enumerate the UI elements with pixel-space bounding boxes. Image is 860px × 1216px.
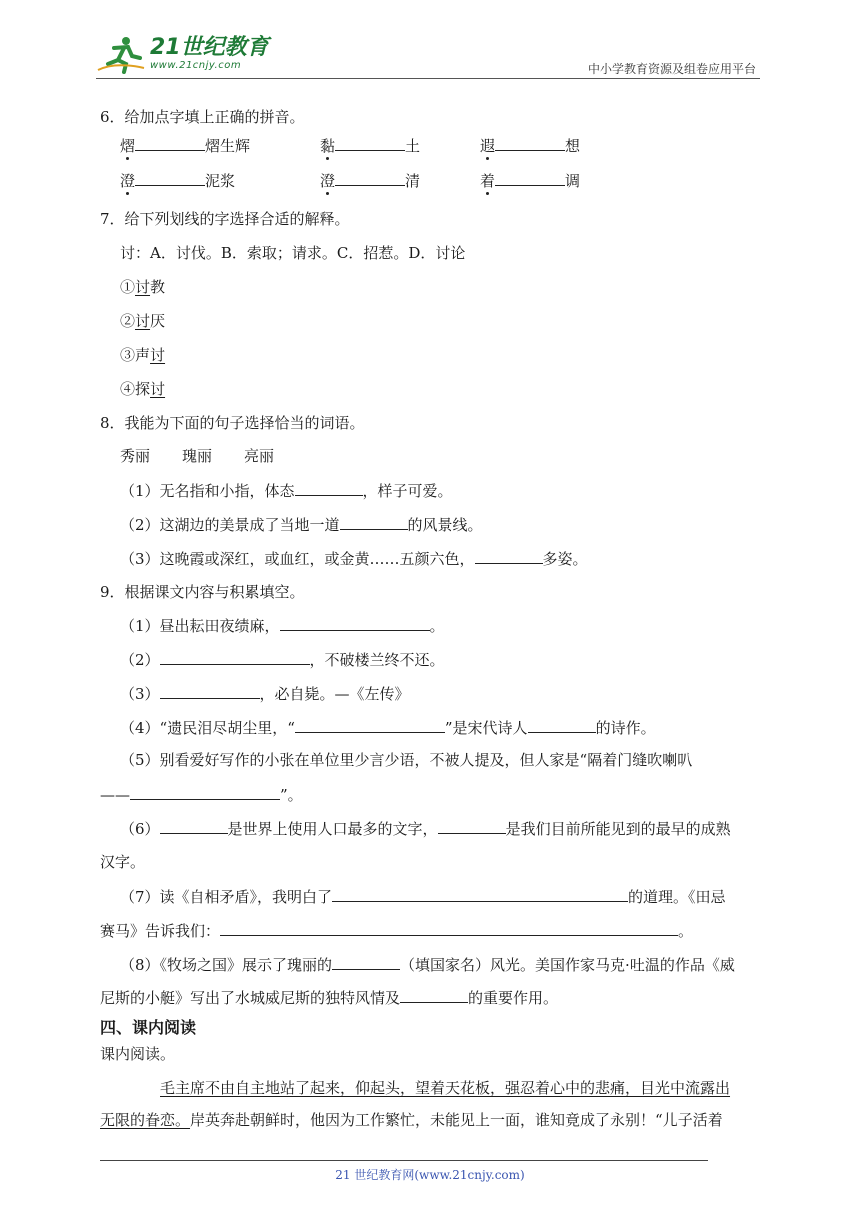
q9-line-5b: —— ”。 — [100, 783, 303, 805]
q9-line-6a: （6） 是世界上使用人口最多的文字， 是我们目前所能见到的最早的成熟 — [120, 817, 731, 839]
q9-l8-blank-1[interactable] — [332, 953, 400, 970]
logo-sub-text: www.21cnjy.com — [150, 60, 242, 71]
runner-logo-icon — [96, 34, 146, 74]
reading-line-2: 无限的眷恋。岸英奔赴朝鲜时，他因为工作繁忙，未能见上一面，谁知竟成了永别！“儿子活着 — [100, 1111, 723, 1129]
q6-r1-c1-text: 熠生辉 — [205, 136, 251, 155]
section-4-title: 四、课内阅读 — [100, 1018, 197, 1037]
q9-l7-blank-2[interactable] — [220, 919, 678, 936]
q9-line-5a: （5）别看爱好写作的小张在单位里少言少语，不被人提及，但人家是“隔着门缝吹喇叭 — [120, 751, 693, 769]
q9-line-1: （1）昼出耘田夜绩麻， 。 — [120, 614, 445, 636]
q6-title: 6．给加点字填上正确的拼音。 — [100, 108, 305, 126]
q8-title: 8．我能为下面的句子选择恰当的词语。 — [100, 414, 365, 432]
header-platform-name: 中小学教育资源及组卷应用平台 — [587, 62, 756, 76]
q6-r1-c3-text: 想 — [565, 136, 581, 155]
q9-line-8b: 尼斯的小艇》写出了水城威尼斯的独特风情及 的重要作用。 — [100, 986, 558, 1008]
q8-sentence-3: （3）这晚霞或深红，或血红，或金黄……五颜六色， 多姿。 — [120, 547, 588, 569]
q6-r2-c3-text: 调 — [565, 171, 581, 190]
q9-l2-blank[interactable] — [160, 648, 310, 665]
q9-l6-blank-2[interactable] — [438, 817, 506, 834]
q9-line-8a: （8）《牧场之国》展示了瑰丽的 （填国家名）风光。美国作家马克·吐温的作品《威 — [120, 953, 735, 975]
q8-sentence-2: （2）这湖边的美景成了当地一道 的风景线。 — [120, 513, 483, 535]
q8-s2-blank[interactable] — [340, 513, 408, 530]
q9-l1-blank[interactable] — [280, 614, 430, 631]
q9-l7-blank-1[interactable] — [332, 885, 628, 902]
q9-line-7b: 赛马》告诉我们： 。 — [100, 919, 693, 941]
q9-l4-blank-2[interactable] — [528, 716, 596, 733]
footer-text: 21 世纪教育网(www.21cnjy.com) — [335, 1168, 525, 1182]
page-header — [96, 30, 760, 80]
q8-word-bank: 秀丽 瑰丽 亮丽 — [120, 447, 275, 465]
q9-line-4: （4）“遗民泪尽胡尘里，“ ”是宋代诗人 的诗作。 — [120, 716, 656, 738]
q9-l5-blank[interactable] — [130, 783, 280, 800]
q6-r2-c2-blank[interactable] — [335, 169, 405, 186]
q6-r1-c3-blank[interactable] — [495, 134, 565, 151]
q6-r2-c1-char: 澄 — [120, 171, 136, 190]
q7-item-2: ②讨厌 — [120, 312, 166, 330]
q9-line-7a: （7）读《自相矛盾》，我明白了 的道理。《田忌 — [120, 885, 726, 907]
q7-title: 7．给下列划线的字选择合适的解释。 — [100, 210, 350, 228]
q6-r1-c2-blank[interactable] — [335, 134, 405, 151]
q9-line-3: （3） ，必自毙。—《左传》 — [120, 682, 410, 704]
q9-line-2: （2） ，不破楼兰终不还。 — [120, 648, 445, 670]
reading-line-1: 毛主席不由自主地站了起来，仰起头，望着天花板，强忍着心中的悲痛，目光中流露出 — [160, 1079, 731, 1097]
q6-r1-c2-char: 黏 — [320, 136, 336, 155]
q8-s3-blank[interactable] — [475, 547, 543, 564]
q6-r2-c2-text: 清 — [405, 171, 421, 190]
q6-r1-c1-blank[interactable] — [135, 134, 205, 151]
q7-item-4: ④探讨 — [120, 380, 166, 398]
q6-r2-c1-text: 泥浆 — [205, 171, 236, 190]
q6-r2-c3-blank[interactable] — [495, 169, 565, 186]
q6-r1-c2-text: 土 — [405, 136, 421, 155]
q7-item-1: ①讨教 — [120, 278, 166, 296]
logo-main-text: 21世纪教育 — [150, 35, 269, 60]
q6-r1-c3-char: 遐 — [480, 136, 496, 155]
q7-options: 讨：A．讨伐。B．索取；请求。C．招惹。D．讨论 — [120, 244, 466, 262]
logo — [96, 34, 269, 74]
q8-s1-blank[interactable] — [295, 479, 363, 496]
q8-sentence-1: （1）无名指和小指，体态 ，样子可爱。 — [120, 479, 453, 501]
q6-r2-c1-blank[interactable] — [135, 169, 205, 186]
section-4-subtitle: 课内阅读。 — [100, 1045, 176, 1063]
q9-l8-blank-2[interactable] — [400, 986, 468, 1003]
q6-row1 — [120, 134, 580, 156]
q6-row2 — [120, 169, 580, 191]
q7-item-3: ③声讨 — [120, 346, 166, 364]
header-divider — [96, 78, 760, 79]
q9-line-6b: 汉字。 — [100, 853, 146, 871]
q6-r1-c1-char: 熠 — [120, 136, 136, 155]
q6-r2-c2-char: 澄 — [320, 171, 336, 190]
footer-divider — [100, 1160, 708, 1161]
q9-l6-blank-1[interactable] — [160, 817, 228, 834]
q9-l3-blank[interactable] — [160, 682, 260, 699]
q9-title: 9．根据课文内容与积累填空。 — [100, 583, 305, 601]
q9-l4-blank-1[interactable] — [295, 716, 445, 733]
q6-r2-c3-char: 着 — [480, 171, 496, 190]
